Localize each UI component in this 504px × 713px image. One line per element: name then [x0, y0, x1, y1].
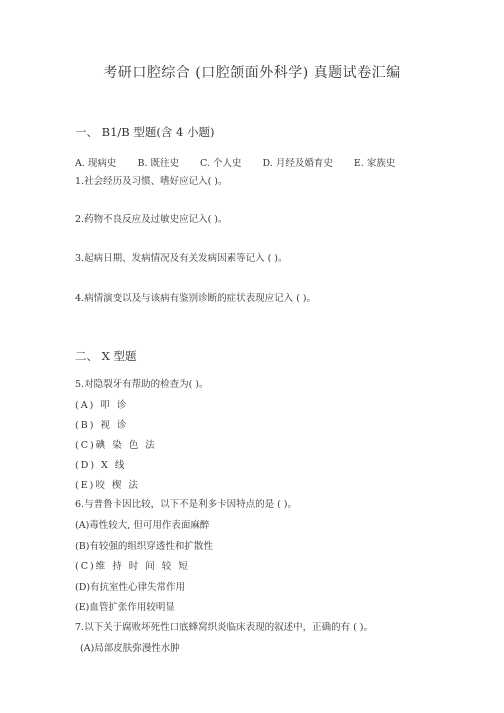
question-7-option-a: (A)局部皮肤弥漫性水肿	[80, 643, 180, 654]
question-5-option-b: (B) 视 诊	[75, 420, 129, 431]
question-6-option-b: (B)有较强的组织穿透性和扩散性	[75, 541, 213, 552]
choice-b: B. 既往史	[137, 158, 179, 169]
choice-d: D. 月经及婚育史	[262, 158, 333, 169]
question-6-option-e: (E)血管扩张作用较明显	[75, 602, 175, 613]
shared-choices	[75, 155, 413, 169]
question-7: 7.以下关于腐败坏死性口底蜂窝织炎临床表现的叙述中，正确的有 ( )。	[75, 622, 374, 633]
choice-a: A. 现病史	[75, 158, 117, 169]
document-title: 考研口腔综合 (口腔颌面外科学) 真题试卷汇编	[103, 65, 401, 81]
section-heading-b1: 一、 B1/B 型题(含 4 小题)	[75, 125, 215, 139]
question-5-option-e: (E)咬 楔 法	[75, 480, 140, 491]
choice-c: C. 个人史	[200, 158, 242, 169]
question-4: 4.病情演变以及与该病有鉴别诊断的症状表现应记入 ( )。	[75, 293, 317, 304]
question-6-option-d: (D)有抗室性心律失常作用	[75, 582, 186, 593]
choice-e: E. 家族史	[353, 158, 396, 169]
question-6-option-a: (A)毒性较大, 但可用作表面麻醉	[75, 520, 210, 531]
section-heading-x: 二、 X 型题	[75, 349, 137, 363]
question-5-option-d: (D) X 线	[75, 460, 127, 471]
question-5-option-a: (A) 叩 诊	[75, 400, 129, 411]
question-1: 1.社会经历及习惯、嗜好应记入( )。	[75, 176, 228, 187]
question-6-option-c: (C)维 持 时 间 较 短	[75, 561, 190, 572]
question-2: 2.药物不良反应及过敏史应记入( )。	[75, 214, 228, 225]
question-5: 5.对隐裂牙有帮助的检查为( )。	[75, 379, 209, 390]
question-5-option-c: (C)碘 染 色 法	[75, 440, 157, 451]
question-3: 3.起病日期、发病情况及有关发病因素等记入 ( )。	[75, 253, 288, 264]
question-6: 6.与普鲁卡因比较，以下不是利多卡因特点的是 ( )。	[75, 499, 298, 510]
